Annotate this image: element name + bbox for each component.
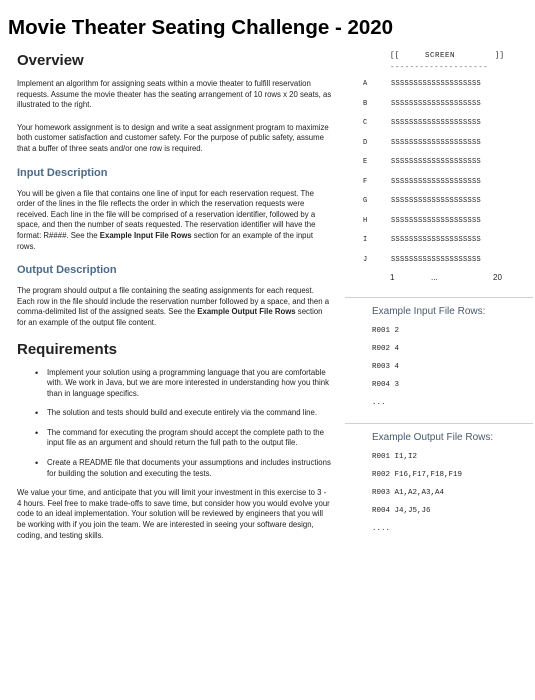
bullet-icon: • <box>35 367 39 378</box>
requirement-item <box>35 367 332 400</box>
row-letter: G <box>363 197 368 205</box>
row-seats: SSSSSSSSSSSSSSSSSSSS <box>391 255 482 264</box>
screen-bracket-left: [[ <box>390 52 400 60</box>
row-letter: C <box>363 119 368 127</box>
seat-row-e <box>345 156 533 176</box>
bullet-icon: • <box>35 408 39 419</box>
overview-heading: Overview <box>17 52 84 69</box>
seat-row-j <box>345 254 533 274</box>
main-column <box>17 52 332 553</box>
screen-divider: -------------------- <box>390 64 489 72</box>
requirements-heading: Requirements <box>17 340 118 358</box>
example-output-row: R002 F16,F17,F18,F19 <box>372 471 463 479</box>
screen-bracket-right: ]] <box>495 52 505 60</box>
example-output-row: R001 I1,I2 <box>372 453 418 461</box>
seat-row-i <box>345 234 533 254</box>
requirement-text: Create a README file that documents your assumptions and includes instructions for building the solution and executing the tests. <box>47 458 331 478</box>
seat-row-d <box>345 137 533 157</box>
example-output-ellipsis: .... <box>372 525 391 533</box>
example-output-row: R004 J4,J5,J6 <box>372 507 431 515</box>
input-description-text-b: section for an example of the input rows. <box>17 230 313 251</box>
row-letter: A <box>363 80 368 88</box>
row-seats: SSSSSSSSSSSSSSSSSSSS <box>391 80 482 88</box>
example-input-section <box>345 306 533 417</box>
overview-paragraph-2: Your homework assignment is to design and write a seat assignment program to maximize both customer satisfaction and customer safety. For the purpose of public safety, assume that a buffer of three seats and/or one row is required. <box>17 122 329 153</box>
row-letter: E <box>363 158 368 166</box>
seat-row-c <box>345 117 533 137</box>
input-description-paragraph <box>17 189 332 253</box>
screen-label: SCREEN <box>425 52 456 60</box>
row-seats: SSSSSSSSSSSSSSSSSSSS <box>391 197 482 205</box>
requirement-text: The solution and tests should build and execute entirely via the command line. <box>47 408 318 418</box>
requirement-item <box>35 408 332 419</box>
example-input-row: R004 3 <box>372 381 400 389</box>
requirement-item <box>35 458 332 479</box>
seat-row-h <box>345 215 533 235</box>
row-letter: B <box>363 99 368 108</box>
output-description-text-a: The program should output a file containing the seating assignments for each request. Each row in the file should include the reservation number followed by a space, and then a comma-delimited list of the assigned seats. See the <box>17 286 330 317</box>
requirement-text: The command for executing the program should accept the complete path to the input file as an argument and should return the full path to the output file. <box>47 427 324 448</box>
sidebar-column <box>345 52 533 543</box>
overview-paragraph-1: Implement an algorithm for assigning seats within a movie theater to fulfill reservation requests. Assume the movie theater has the seating arrangement of 10 rows x 20 seats, as illustrated to the right. <box>17 79 332 110</box>
page-title: Movie Theater Seating Challenge - 2020 <box>8 16 394 39</box>
example-input-heading: Example Input File Rows: <box>372 306 486 317</box>
row-seats: SSSSSSSSSSSSSSSSSSSS <box>391 236 482 244</box>
example-output-heading: Example Output File Rows: <box>372 432 494 443</box>
row-seats: SSSSSSSSSSSSSSSSSSSS <box>391 119 482 127</box>
example-output-row: R003 A1,A2,A3,A4 <box>372 489 445 497</box>
example-output-section <box>345 432 533 543</box>
input-description-heading: Input Description <box>17 166 108 179</box>
row-seats: SSSSSSSSSSSSSSSSSSSS <box>391 138 482 147</box>
output-description-heading: Output Description <box>17 264 117 277</box>
row-letter: D <box>363 138 368 147</box>
row-seats: SSSSSSSSSSSSSSSSSSSS <box>391 177 482 186</box>
row-seats: SSSSSSSSSSSSSSSSSSSS <box>391 99 482 108</box>
example-input-row: R001 2 <box>372 327 400 335</box>
output-description-link-text: Example Output File Rows <box>197 307 296 317</box>
seating-chart <box>345 52 533 291</box>
divider <box>345 297 533 298</box>
row-letter: H <box>363 216 368 225</box>
seat-number-axis <box>345 273 533 291</box>
seat-row-a <box>345 78 533 98</box>
screen-row <box>345 52 533 64</box>
requirement-text: Implement your solution using a programming language that you are comfortable with. We work in Java, but we are more interested in understanding how you think than in language specifics. <box>47 367 329 398</box>
seat-number-ellipsis: ... <box>431 273 438 282</box>
input-description-text-a: You will be given a file that contains one line of input for each reservation request. The order of the lines in the file reflects the order in which the reservation requests were received. Each line in the file will be comprised of a reservation identifier, followed by a space, and then the number of seats requested. The reservation identifier will have the format: R####. See the <box>17 188 316 240</box>
output-description-text-b: section for an example of the output file content. <box>17 307 323 327</box>
bullet-icon: • <box>35 427 39 438</box>
closing-paragraph: We value your time, and anticipate that you will limit your investment in this exercise to 3 - 4 hours. Feel free to make trade-offs to save time, but consider how you would evolve your code to an ideal implementation. Your solution will be reviewed by engineers that you will be working with if you join the team. We are interested in seeing your software design, coding, and testing skills. <box>17 488 330 540</box>
row-letter: J <box>363 255 368 264</box>
requirements-list <box>17 368 332 480</box>
last-seat-number: 20 <box>493 273 502 282</box>
input-description-link-text: Example Input File Rows <box>99 230 192 240</box>
divider <box>345 423 533 424</box>
row-letter: F <box>363 177 368 186</box>
row-seats: SSSSSSSSSSSSSSSSSSSS <box>391 158 482 166</box>
row-seats: SSSSSSSSSSSSSSSSSSSS <box>391 216 482 225</box>
requirement-item <box>35 427 332 449</box>
example-input-ellipsis: ... <box>372 399 386 407</box>
example-input-row: R002 4 <box>372 345 400 353</box>
bullet-icon: • <box>35 458 39 469</box>
seat-row-b <box>345 98 533 118</box>
example-input-row: R003 4 <box>372 363 400 371</box>
row-letter: I <box>363 236 368 244</box>
first-seat-number: 1 <box>390 273 395 282</box>
output-description-paragraph <box>17 286 332 328</box>
seat-row-g <box>345 195 533 215</box>
seat-row-f <box>345 176 533 196</box>
